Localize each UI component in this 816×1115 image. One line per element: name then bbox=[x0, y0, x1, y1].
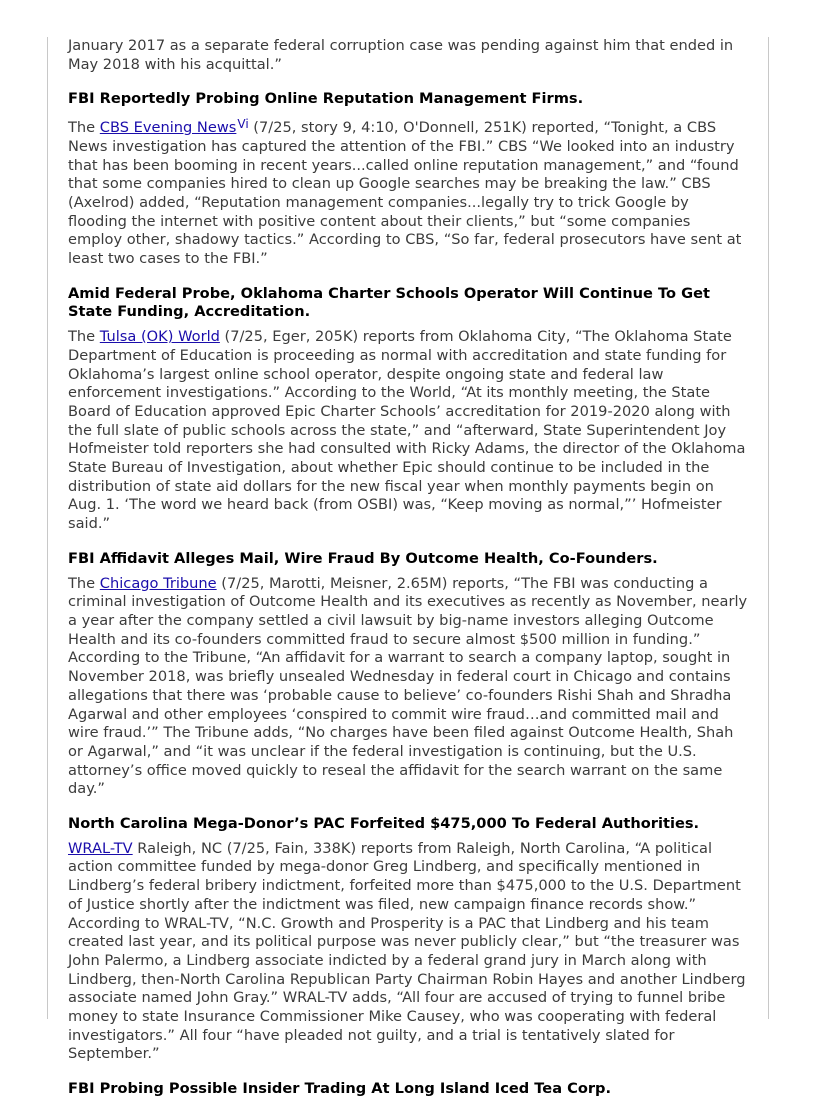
lead-text: The bbox=[68, 119, 100, 137]
story-body: (7/25, Eger, 205K) reports from Oklahoma City, “The Oklahoma State Department of Education is proceeding as normal with accreditation and state funding for Oklahoma’s largest online school operator, despite ongoing state and federal law enforcement investigations.” According to the World, “At its monthly meeting, the State Board of Education approved Epic Charter Schools’ accreditation for 2019-2020 along with the full slate of public schools across the state,” and “afterward, State Superintendent Joy Hofmeister told reporters she had consulted with Ricky Adams, the director of the Oklahoma State Bureau of Investigation, about whether Epic should continue to be included in the distribution of state aid dollars for the new fiscal year when monthly payments begin on Aug. 1. ‘The word we heard back (from OSBI) was, “Keep moving as normal,”’ Hofmeister said.” bbox=[68, 328, 746, 533]
story-paragraph bbox=[68, 840, 748, 1064]
story-headline: North Carolina Mega-Donor’s PAC Forfeited $475,000 To Federal Authorities. bbox=[68, 815, 700, 833]
story-headline: Amid Federal Probe, Oklahoma Charter Schools Operator Will Continue To Get State Funding, Accreditation. bbox=[68, 284, 710, 321]
newsletter-content bbox=[68, 37, 748, 1115]
story-iced-tea bbox=[68, 1080, 748, 1099]
source-link[interactable]: CBS Evening News bbox=[99, 119, 237, 137]
story-paragraph bbox=[68, 115, 748, 269]
story-wral bbox=[68, 815, 748, 1064]
story-paragraph bbox=[68, 328, 748, 534]
lead-text: The bbox=[68, 328, 100, 346]
video-icon bbox=[237, 117, 248, 131]
source-link[interactable]: Tulsa (OK) World bbox=[99, 328, 220, 346]
source-link[interactable]: Chicago Tribune bbox=[99, 574, 217, 592]
video-link[interactable]: Vi bbox=[237, 117, 249, 132]
lead-text: The bbox=[68, 574, 100, 592]
story-headline: FBI Probing Possible Insider Trading At Long Island Iced Tea Corp. bbox=[68, 1080, 612, 1098]
left-border bbox=[47, 37, 48, 1019]
story-tulsa bbox=[68, 285, 748, 534]
source-link[interactable]: WRAL-TV bbox=[68, 839, 133, 857]
story-body: Raleigh, NC (7/25, Fain, 338K) reports from Raleigh, North Carolina, “A political action committee funded by mega-donor Greg Lindberg, and specifically mentioned in Lindberg’s federal bribery indictment, forfeited more than $475,000 to the U.S. Department of Justice shortly after the indictment was filed, new campaign finance records show.” According to WRAL-TV, “N.C. Growth and Prosperity is a PAC that Lindberg and his team created last year, and its political purpose was never publicly clear,” but “the treasurer was John Palermo, a Lindberg associate indicted by a federal grand jury in March along with Lindberg, then-North Carolina Republican Party Chairman Robin Hayes and another Lindberg associate named John Gray.” WRAL-TV adds, “All four are accused of trying to funnel bribe money to state Insurance Commissioner Mike Causey, who was cooperating with federal investigators.” All four “have pleaded not guilty, and a trial is tentatively slated for September.” bbox=[68, 839, 746, 1063]
story-paragraph bbox=[68, 575, 748, 799]
right-border bbox=[768, 37, 769, 1019]
story-headline: FBI Reportedly Probing Online Reputation Management Firms. bbox=[68, 90, 584, 108]
story-body: (7/25, story 9, 4:10, O'Donnell, 251K) reported, “Tonight, a CBS News investigation has captured the attention of the FBI.” CBS “We looked into an industry that has been booming in recent years...called online reputation management,” and “found that some companies hired to clean up Google searches may be breaking the law.” CBS (Axelrod) added, “Reputation management companies...legally try to trick Google by flooding the internet with positive content about their clients,” but “some companies employ other, shadowy tactics.” According to CBS, “So far, federal prosecutors have sent at least two cases to the FBI.” bbox=[68, 119, 742, 268]
story-headline: FBI Affidavit Alleges Mail, Wire Fraud By Outcome Health, Co-Founders. bbox=[68, 549, 658, 567]
intro-paragraph: January 2017 as a separate federal corruption case was pending against him that ended in May 2018 with his acquittal.” bbox=[68, 37, 734, 73]
story-chicago bbox=[68, 550, 748, 799]
story-cbs bbox=[68, 90, 748, 268]
story-body: (7/25, Marotti, Meisner, 2.65M) reports, “The FBI was conducting a criminal investigation of Outcome Health and its executives as recently as November, nearly a year after the company settled a civil lawsuit by big-name investors alleging Outcome Health and its co-founders committed fraud to secure almost $500 million in funding.” According to the Tribune, “An affidavit for a warrant to search a company laptop, sought in November 2018, was briefly unsealed Wednesday in federal court in Chicago and contains allegations that there was ‘probable cause to believe’ co-founders Rishi Shah and Shradha Agarwal and other employees ‘conspired to commit wire fraud…and committed mail and wire fraud.’” The Tribune adds, “No charges have been filed against Outcome Health, Shah or Agarwal,” and “it was unclear if the federal investigation is continuing, but the U.S. attorney’s office moved quickly to reseal the affidavit for the search warrant on the same day.” bbox=[68, 574, 748, 798]
